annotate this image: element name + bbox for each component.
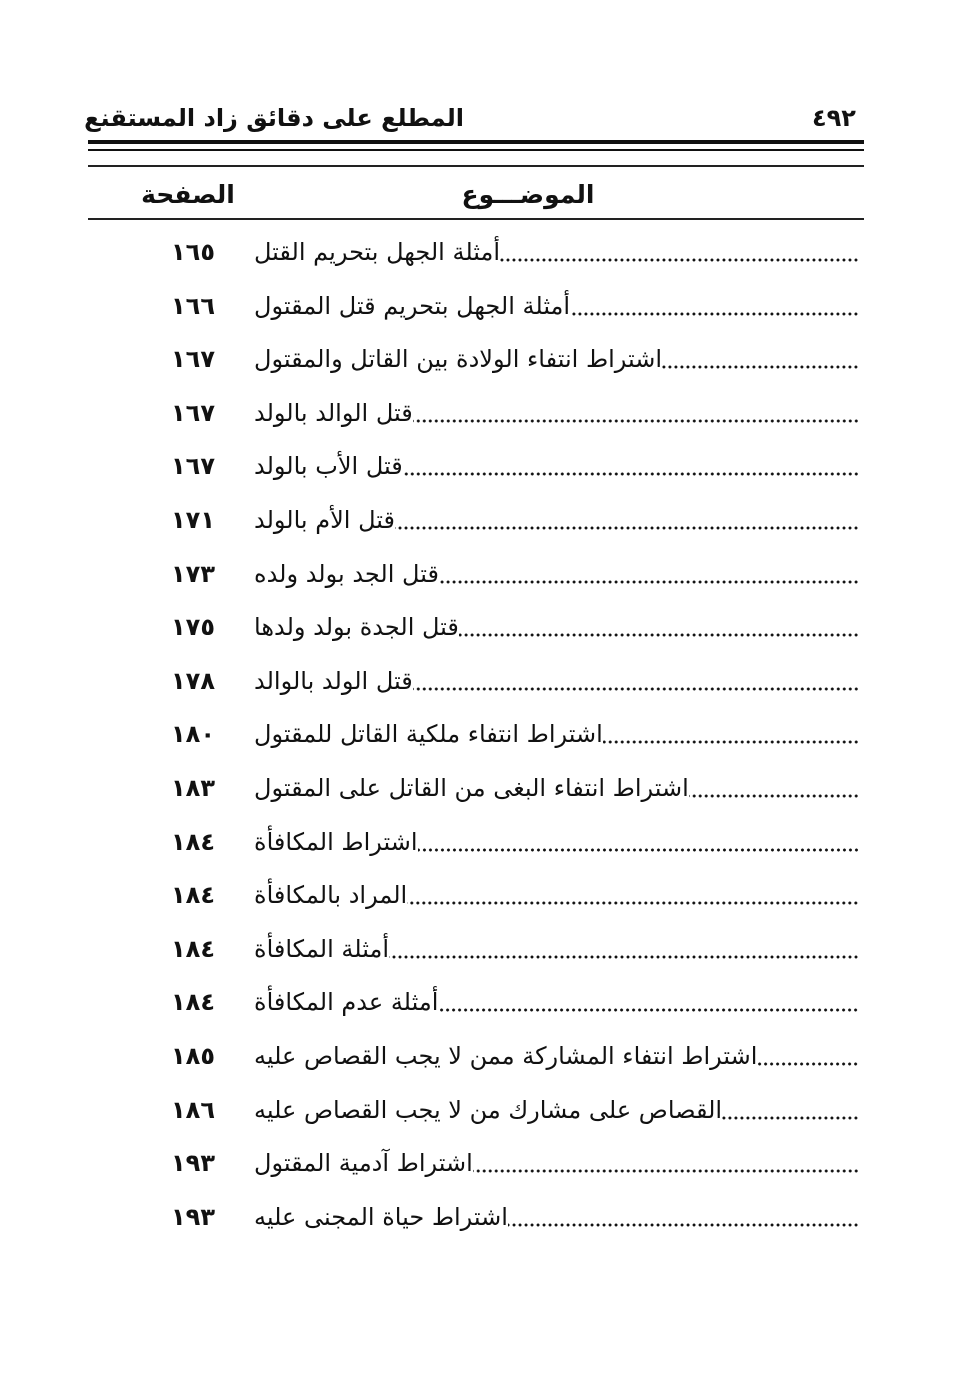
toc-entry-line: [248, 931, 859, 967]
toc-entry-title: قتل الأب بالولد: [254, 452, 403, 481]
toc-entry-title: قتل الجدة بولد ولدها: [254, 613, 459, 642]
toc-entry-title: القصاص على مشارك من لا يجب القصاص عليه: [254, 1095, 723, 1124]
toc-leader-dots: [508, 1221, 859, 1229]
toc-entry-title: أمثلة عدم المكافأة: [254, 988, 439, 1017]
toc-entry-page: ١٩٣: [171, 1149, 215, 1178]
toc-entry-line: [248, 1145, 859, 1181]
toc-entry-page: ١٨٤: [171, 881, 215, 910]
toc-entry-page: ١٦٧: [171, 345, 215, 374]
toc-entry-title: المراد بالمكافأة: [254, 881, 408, 910]
toc-entry-page: ١٨٤: [171, 988, 215, 1017]
toc-entry-title: قتل الأم بالولد: [254, 505, 395, 534]
page-column-heading: الصفحة: [141, 180, 235, 209]
toc-leader-dots: [459, 631, 859, 639]
toc-entry-line: [248, 1199, 859, 1235]
toc-entry-page: ١٨٤: [171, 827, 215, 856]
table-top-rule: [88, 165, 864, 167]
toc-leader-dots: [413, 417, 859, 425]
header-rule-thin: [88, 149, 864, 151]
toc-entry-page: ١٦٧: [171, 398, 215, 427]
toc-leader-dots: [439, 578, 859, 586]
toc-entry: [0, 494, 954, 548]
toc-entry: [0, 1030, 954, 1084]
table-head: [88, 180, 864, 216]
toc-entry-page: ١٨٠: [171, 720, 215, 749]
toc-leader-dots: [418, 846, 859, 854]
table-head-rule: [88, 218, 864, 220]
toc-entry: [0, 762, 954, 816]
toc-entry-line: [248, 716, 859, 752]
toc-leader-dots: [403, 470, 859, 478]
toc-entry: [0, 440, 954, 494]
toc-entry: [0, 333, 954, 387]
toc-entry-title: أمثلة المكافأة: [254, 934, 389, 963]
toc-entry: [0, 1191, 954, 1245]
toc-entry: [0, 1137, 954, 1191]
toc-entry-line: [248, 448, 859, 484]
toc-leader-dots: [662, 363, 859, 371]
toc-entry-line: [248, 877, 859, 913]
toc-leader-dots: [438, 1006, 859, 1014]
toc-entry-title: اشتراط المكافأة: [254, 827, 418, 856]
toc-entry-line: [248, 556, 859, 592]
toc-entry-line: [248, 824, 859, 860]
toc-entry-title: اشتراط حياة المجنى عليه: [254, 1202, 508, 1231]
toc-entry-line: [248, 502, 859, 538]
toc-entry-page: ١٩٣: [171, 1202, 215, 1231]
toc-entry-line: [248, 395, 859, 431]
toc-leader-dots: [407, 899, 859, 907]
toc-leader-dots: [757, 1060, 859, 1068]
toc-entry: [0, 923, 954, 977]
toc-entry-line: [248, 609, 859, 645]
toc-entry-page: ١٧١: [171, 505, 215, 534]
toc-entry: [0, 226, 954, 280]
toc-entry-page: ١٦٧: [171, 452, 215, 481]
toc-leader-dots: [570, 310, 859, 318]
toc-entry-page: ١٨٤: [171, 934, 215, 963]
toc-entry-page: ١٦٥: [171, 238, 215, 266]
toc-entry-title: أمثلة الجهل بتحريم القتل: [254, 238, 501, 266]
toc-entry-title: قتل الجد بولد ولده: [254, 559, 439, 588]
toc-entry: [0, 280, 954, 334]
toc-entry-line: [248, 234, 859, 270]
toc-entry-line: [248, 288, 859, 324]
toc-entry: [0, 708, 954, 762]
toc-leader-dots: [689, 792, 859, 800]
toc-entry-title: قتل الوالد بالولد: [254, 398, 413, 427]
toc-leader-dots: [722, 1114, 859, 1122]
toc-entry-page: ١٧٥: [171, 613, 215, 642]
toc-entry-line: [248, 1038, 859, 1074]
toc-entry-line: [248, 663, 859, 699]
header-rule-thick: [88, 140, 864, 144]
toc-entry-page: ١٧٨: [171, 666, 215, 695]
book-title: المطلع على دقائق زاد المستقنع: [84, 104, 464, 132]
toc-leader-dots: [603, 738, 859, 746]
toc-leader-dots: [389, 953, 859, 961]
toc-leader-dots: [413, 685, 859, 693]
toc-entry-line: [248, 770, 859, 806]
toc-entry-line: [248, 984, 859, 1020]
toc-leader-dots: [473, 1167, 859, 1175]
toc-entry-title: اشتراط انتفاء الولادة بين القاتل والمقتول: [254, 345, 663, 374]
toc-entry-title: اشتراط آدمية المقتول: [254, 1149, 473, 1178]
toc-entry-title: أمثلة الجهل بتحريم قتل المقتول: [254, 291, 571, 320]
toc-entry-page: ١٨٣: [171, 773, 215, 802]
toc-entry-title: اشتراط انتفاء ملكية القاتل للمقتول: [254, 720, 603, 749]
toc-entry-page: ١٨٦: [171, 1095, 215, 1124]
toc-entry: [0, 548, 954, 602]
toc-entry-title: قتل الولد بالوالد: [254, 666, 413, 695]
toc-entry-title: اشتراط انتفاء البغى من القاتل على المقتول: [254, 773, 689, 802]
toc-list: [0, 226, 954, 1244]
toc-leader-dots: [500, 256, 859, 264]
topic-column-heading: الموضـــوع: [461, 180, 595, 209]
toc-entry: [0, 387, 954, 441]
toc-entry: [0, 816, 954, 870]
toc-entry: [0, 869, 954, 923]
toc-entry-page: ١٨٥: [171, 1041, 215, 1070]
toc-entry: [0, 1084, 954, 1138]
toc-entry-page: ١٦٦: [171, 291, 215, 320]
toc-entry-title: اشتراط انتفاء المشاركة ممن لا يجب القصاص عليه: [254, 1041, 758, 1070]
page-number: ٤٩٢: [812, 104, 856, 132]
toc-entry-page: ١٧٣: [171, 559, 215, 588]
toc-entry: [0, 655, 954, 709]
toc-entry: [0, 601, 954, 655]
toc-entry-line: [248, 1092, 859, 1128]
running-header: [84, 104, 864, 138]
toc-entry-line: [248, 341, 859, 377]
toc-leader-dots: [395, 524, 859, 532]
toc-entry: [0, 976, 954, 1030]
